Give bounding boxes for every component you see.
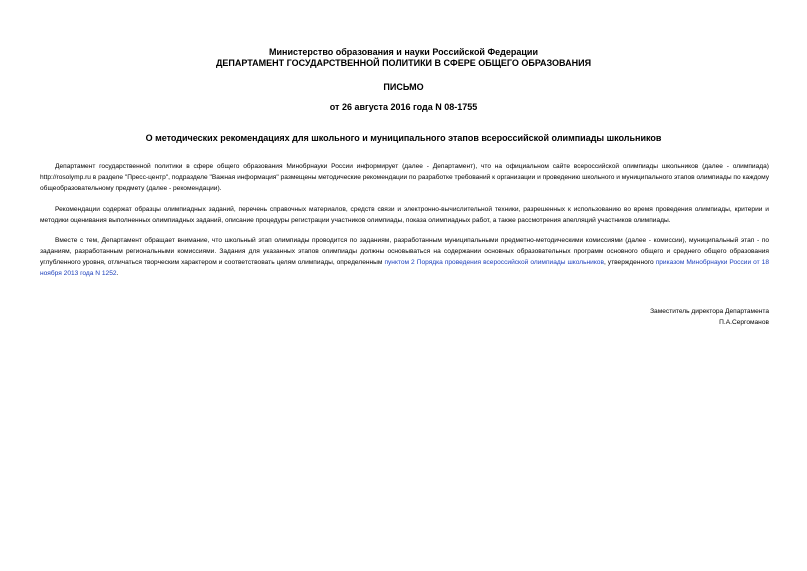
document-date-number: от 26 августа 2016 года N 08-1755	[329, 102, 478, 112]
paragraph-3-text-3: .	[116, 270, 119, 277]
signatory-name: П.А.Сергоманов	[719, 319, 769, 326]
order-procedure-link[interactable]: пунктом 2 Порядка проведения всероссийской олимпиады школьников	[384, 259, 604, 266]
signatory-position: Заместитель директора Департамента	[650, 308, 769, 315]
signature-block	[650, 306, 769, 328]
document-header	[0, 47, 807, 69]
body-paragraph-1-container	[40, 161, 769, 194]
paragraph-3-text-1: Вместе с тем, Департамент обращает внимание, что школьный этап олимпиады проводится по заданиям, разработанным муниципальными предметно-методическими комиссиями (далее - комиссии), муниципальный этап - по заданиям, разработанным региональными комиссиями. Задания для указанных этапов олимпиады должны основываться на содержании основных образовательных программ основного общего и среднего общего образования углубленного уровня, отличаться творческим характером и соответствовать целям олимпиады, определенным	[40, 237, 769, 266]
body-paragraph-1: Департамент государственной политики в сфере общего образования Минобрнауки России информирует (далее - Департамент), что на официальном сайте всероссийской олимпиады школьников (далее - олимпиада) http://rosolymp.ru в разделе "Пресс-центр", подразделе "Важная информация" размещены методические рекомендации по разработке требований к организации и проведению школьного и муниципального этапов олимпиады по каждому общеобразовательному предмету (далее - рекомендации).	[40, 163, 769, 192]
department-name: ДЕПАРТАМЕНТ ГОСУДАРСТВЕННОЙ ПОЛИТИКИ В СФЕРЕ ОБЩЕГО ОБРАЗОВАНИЯ	[215, 58, 592, 68]
ministry-order-link[interactable]: приказом Минобрнауки России от 18 ноября 2013 года N 1252	[40, 259, 769, 277]
document-title: О методических рекомендациях для школьного и муниципального этапов всероссийской олимпиады школьников	[145, 133, 662, 143]
body-paragraph-2: Рекомендации содержат образцы олимпиадных заданий, перечень справочных материалов, средств связи и электронно-вычислительной техники, разрешенных к использованию во время проведения олимпиады, критерии и методики оценивания выполненных олимпиадных заданий, описание процедуры регистрации участников олимпиады, показа олимпиадных работ, а также рассмотрения апелляций участников олимпиады.	[40, 206, 769, 224]
document-type: ПИСЬМО	[383, 82, 424, 92]
body-paragraph-3	[40, 235, 769, 279]
body-paragraph-3-container	[40, 235, 769, 279]
paragraph-3-text-2: , утвержденного	[603, 259, 656, 266]
ministry-name: Министерство образования и науки Российской Федерации	[269, 47, 538, 57]
body-paragraph-2-container	[40, 204, 769, 226]
